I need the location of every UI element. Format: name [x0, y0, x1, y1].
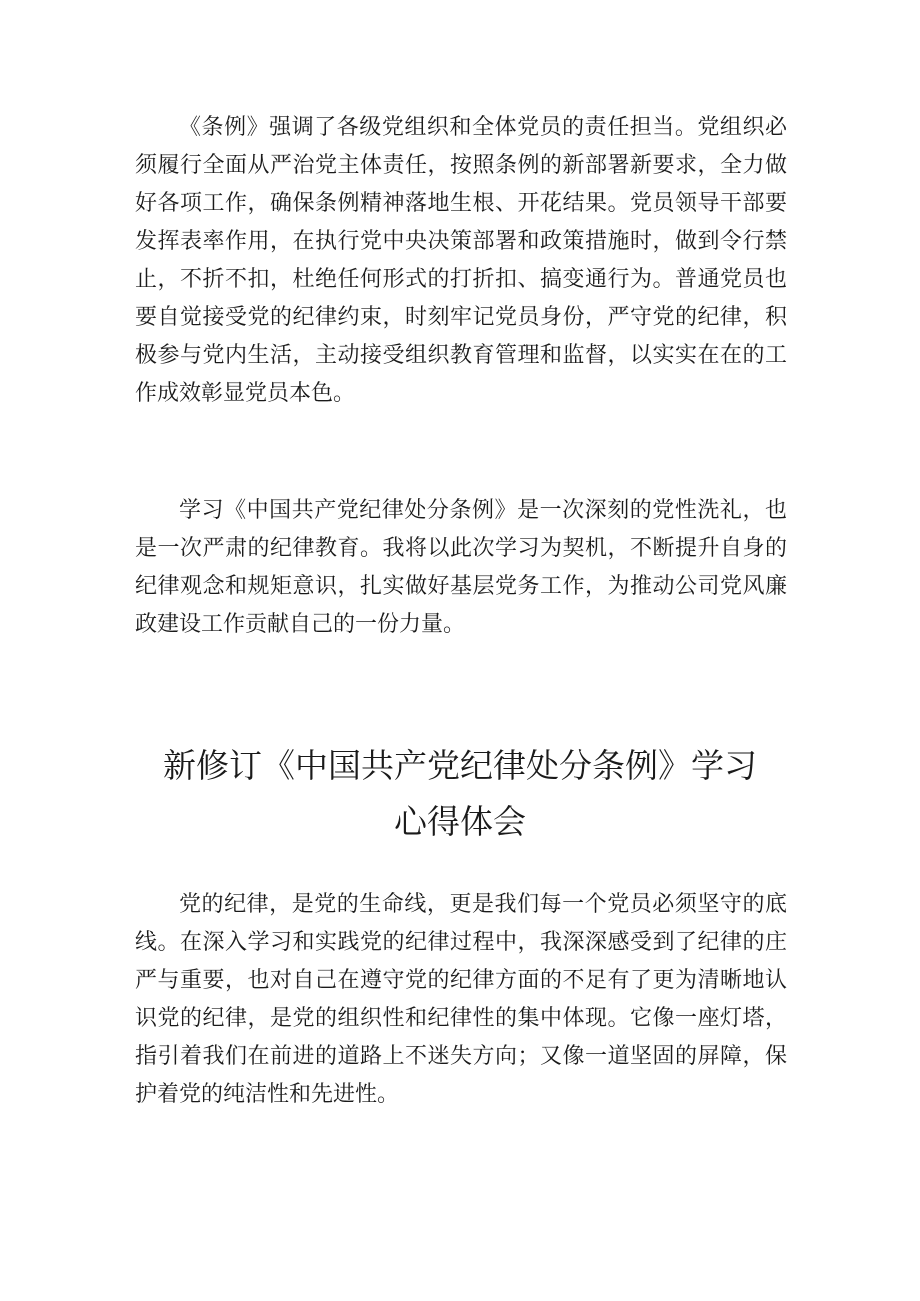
body-paragraph-discipline-lifeline: 党的纪律，是党的生命线，更是我们每一个党员必须坚守的底线。在深入学习和实践党的纪律过程中，我深深感受到了纪律的庄严与重要，也对自己在遵守党的纪律方面的不足有了更为清晰地认识党的纪律，是党的组织性和纪律性的集中体现。它像一座灯塔，指引着我们在前进的道路上不迷失方向；又像一道坚固的屏障，保护着党的纯洁性和先进性。 — [135, 892, 787, 1107]
article-title-line-2: 心得体会 — [394, 802, 526, 841]
body-paragraph-responsibility: 《条例》强调了各级党组织和全体党员的责任担当。党组织必须履行全面从严治党主体责任，按照条例的新部署新要求，全力做好各项工作，确保条例精神落地生根、开花结果。党员领导干部要发挥表率作用，在执行党中央决策部署和政策措施时，做到令行禁止，不折不扣，杜绝任何形式的打折扣、搞变通行为。普通党员也要自觉接受党的纪律约束，时刻牢记党员身份，严守党的纪律，积极参与党内生活，主动接受组织教育管理和监督，以实实在在的工作成效彰显党员本色。 — [135, 115, 787, 406]
body-paragraph-study-commitment: 学习《中国共产党纪律处分条例》是一次深刻的党性洗礼，也是一次严肃的纪律教育。我将以此次学习为契机，不断提升自身的纪律观念和规矩意识，扎实做好基层党务工作，为推动公司党风廉政建设工作贡献自己的一份力量。 — [135, 498, 787, 637]
article-title-line-1: 新修订《中国共产党纪律处分条例》学习 — [163, 746, 757, 785]
article-title — [120, 738, 800, 850]
